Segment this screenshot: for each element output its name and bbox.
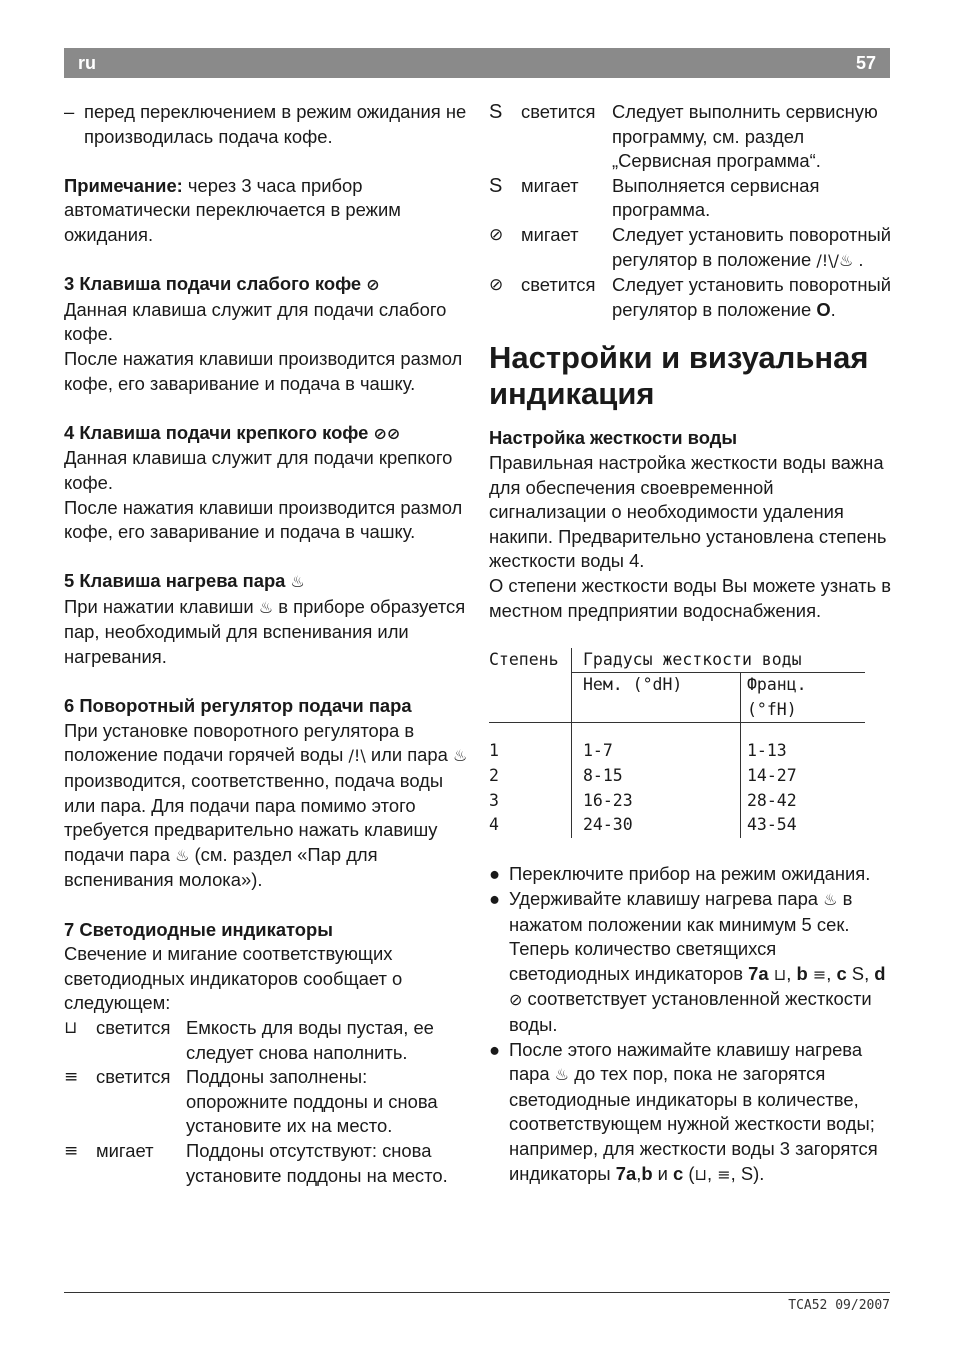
indicator-row bbox=[489, 174, 894, 223]
indicator-state: светится bbox=[521, 274, 596, 296]
indicator-state: светится bbox=[96, 1066, 171, 1088]
paragraph-1: Правильная настройка жесткости воды важна для обеспечения своевременной сигнализации о необходимости удаления накипи. Предварительно установлена степень жесткости воды 4. bbox=[489, 451, 887, 572]
rotary-icon: ⊘ bbox=[509, 990, 523, 1010]
indicator-row bbox=[489, 223, 894, 273]
dash-item: – перед переключением в режим ожидания не производилась подача кофе. bbox=[64, 100, 469, 149]
table-row: 1 1-7 1-13 bbox=[489, 739, 865, 764]
section-7-p: Свечение и мигание соответствующих светодиодных индикаторов сообщает о следующем: bbox=[64, 943, 403, 1014]
note-text: через 3 часа прибор автоматически переключается в режим ожидания. bbox=[64, 174, 401, 245]
table-row: 3 16-23 28-42 bbox=[489, 789, 865, 814]
indicator-row bbox=[489, 100, 894, 174]
water-tank-icon: ⊔ bbox=[773, 964, 787, 984]
table-header-dh: Нем. (°dH) bbox=[572, 673, 741, 723]
table-header-fh: Франц. (°fH) bbox=[741, 673, 866, 723]
indicator-desc: Поддоны отсутствуют: снова установите поддоны на место. bbox=[186, 1139, 448, 1186]
indicator-desc: Поддоны заполнены: опорожните поддоны и снова установите их на место. bbox=[186, 1066, 438, 1137]
hot-water-steam-icon: /!\/♨ bbox=[816, 250, 854, 270]
rotary-icon: ⊘ bbox=[489, 224, 504, 245]
table-row: 4 24-30 43-54 bbox=[489, 813, 865, 838]
indicator-row bbox=[64, 1065, 469, 1139]
page-number: 57 bbox=[855, 53, 876, 73]
dash-text: перед переключением в режим ожидания не производилась подача кофе. bbox=[84, 101, 467, 147]
steam-icon: ♨ bbox=[554, 1065, 570, 1085]
note bbox=[64, 174, 469, 248]
section-heading: Настройки и визуальная индикация bbox=[489, 340, 869, 412]
section-3-p2: После нажатия клавиши производится размол кофе, его заваривание и подача в чашку. bbox=[64, 347, 463, 394]
water-tank-icon: ⊔ bbox=[694, 1164, 707, 1184]
indicator-row bbox=[64, 1139, 469, 1188]
section-7-title: 7 Светодиодные индикаторы bbox=[64, 918, 333, 940]
service-icon: S bbox=[489, 174, 503, 197]
section-5-title: 5 Клавиша нагрева пара ♨ bbox=[64, 570, 305, 592]
left-column bbox=[64, 100, 469, 1188]
section-6-title: 6 Поворотный регулятор подачи пара bbox=[64, 695, 412, 717]
indicator-state: светится bbox=[96, 1016, 171, 1038]
strong-coffee-icon: ⊘⊘ bbox=[373, 423, 401, 443]
indicator-state: мигает bbox=[96, 1139, 154, 1161]
hardness-table bbox=[489, 648, 865, 838]
rotary-icon: ⊘ bbox=[489, 275, 504, 296]
hot-water-icon: /!\ bbox=[348, 746, 366, 766]
note-label: Примечание: bbox=[64, 174, 183, 196]
indicator-state: мигает bbox=[521, 174, 579, 196]
section-3-title: 3 Клавиша подачи слабого кофе ⊘ bbox=[64, 273, 380, 295]
bullet-item: ● Переключите прибор на режим ожидания. bbox=[489, 863, 871, 885]
language-label: ru bbox=[78, 53, 96, 73]
subsection-title: Настройка жесткости воды bbox=[489, 427, 738, 449]
section-3-p1: Данная клавиша служит для подачи слабого кофе. bbox=[64, 298, 447, 345]
indicator-desc: Следует установить поворотный регулятор в положение O. bbox=[612, 274, 891, 320]
drip-tray-icon: ≡ bbox=[64, 1067, 79, 1088]
right-column bbox=[489, 100, 894, 1187]
drip-tray-icon: ≡ bbox=[812, 964, 827, 984]
steam-icon: ♨ bbox=[290, 572, 305, 592]
indicator-row bbox=[64, 1016, 469, 1065]
footer-code: TCA52 09/2007 bbox=[788, 1298, 890, 1313]
section-6-p: При установке поворотного регулятора в положение подачи горячей воды /!\ или пара ♨ производится, соответственно, подача воды или пара. Для подачи пара помимо этого требуется предварительно нажать клавишу подачи пара ♨ (см. раздел «Пар для вспенивания молока»). bbox=[64, 719, 468, 891]
water-tank-icon: ⊔ bbox=[64, 1017, 78, 1038]
section-4-p1: Данная клавиша служит для подачи крепкого кофе. bbox=[64, 447, 453, 493]
service-icon: S bbox=[489, 101, 503, 123]
steam-icon: ♨ bbox=[258, 597, 274, 617]
indicator-desc: Следует выполнить сервисную программу, см. раздел „Сервисная программа“. bbox=[612, 101, 878, 172]
indicator-state: светится bbox=[521, 101, 596, 122]
indicator-desc: Следует установить поворотный регулятор в положение /!\/♨ . bbox=[612, 223, 891, 270]
section-4-title: 4 Клавиша подачи крепкого кофе ⊘⊘ bbox=[64, 421, 401, 443]
weak-coffee-icon: ⊘ bbox=[366, 275, 380, 295]
indicator-desc: Емкость для воды пустая, ее следует снова наполнить. bbox=[186, 1016, 434, 1063]
page-header bbox=[64, 48, 890, 78]
bullet-item: ● После этого нажимайте клавишу нагрева пара ♨ до тех пор, пока не загорятся светодиодные индикаторы в количестве, соответствующем нужной жесткости воды; например, для жесткости воды 3 загорятся индикаторы 7а,b и c (⊔, ≡, S). bbox=[489, 1038, 878, 1184]
indicator-state: мигает bbox=[521, 223, 579, 245]
section-5-p: При нажатии клавиши ♨ в приборе образуется пар, необходимый для вспенивания или нагревания. bbox=[64, 595, 466, 668]
bullet-item: ● Удерживайте клавишу нагрева пара ♨ в нажатом положении как минимум 5 сек. Теперь количество светящихся светодиодных индикаторов 7а ⊔, b ≡, c S, d ⊘ соответствует установленной жесткости воды. bbox=[489, 888, 886, 1035]
footer-divider bbox=[64, 1292, 890, 1293]
table-header-degrees: Градусы жесткости воды bbox=[583, 649, 802, 669]
table-header-level: Степень bbox=[489, 648, 572, 723]
table-row: 2 8-15 14-27 bbox=[489, 764, 865, 789]
steam-icon: ♨ bbox=[175, 845, 190, 865]
drip-tray-icon: ≡ bbox=[717, 1164, 731, 1184]
steam-icon: ♨ bbox=[452, 746, 468, 766]
indicator-row bbox=[489, 273, 894, 322]
steam-icon: ♨ bbox=[823, 890, 838, 910]
paragraph-2: О степени жесткости воды Вы можете узнать в местном предприятии водоснабжения. bbox=[489, 574, 892, 621]
drip-tray-icon: ≡ bbox=[64, 1140, 79, 1161]
section-4-p2: После нажатия клавиши производится размол кофе, его заваривание и подача в чашку. bbox=[64, 496, 463, 543]
indicator-desc: Выполняется сервисная программа. bbox=[612, 174, 820, 221]
